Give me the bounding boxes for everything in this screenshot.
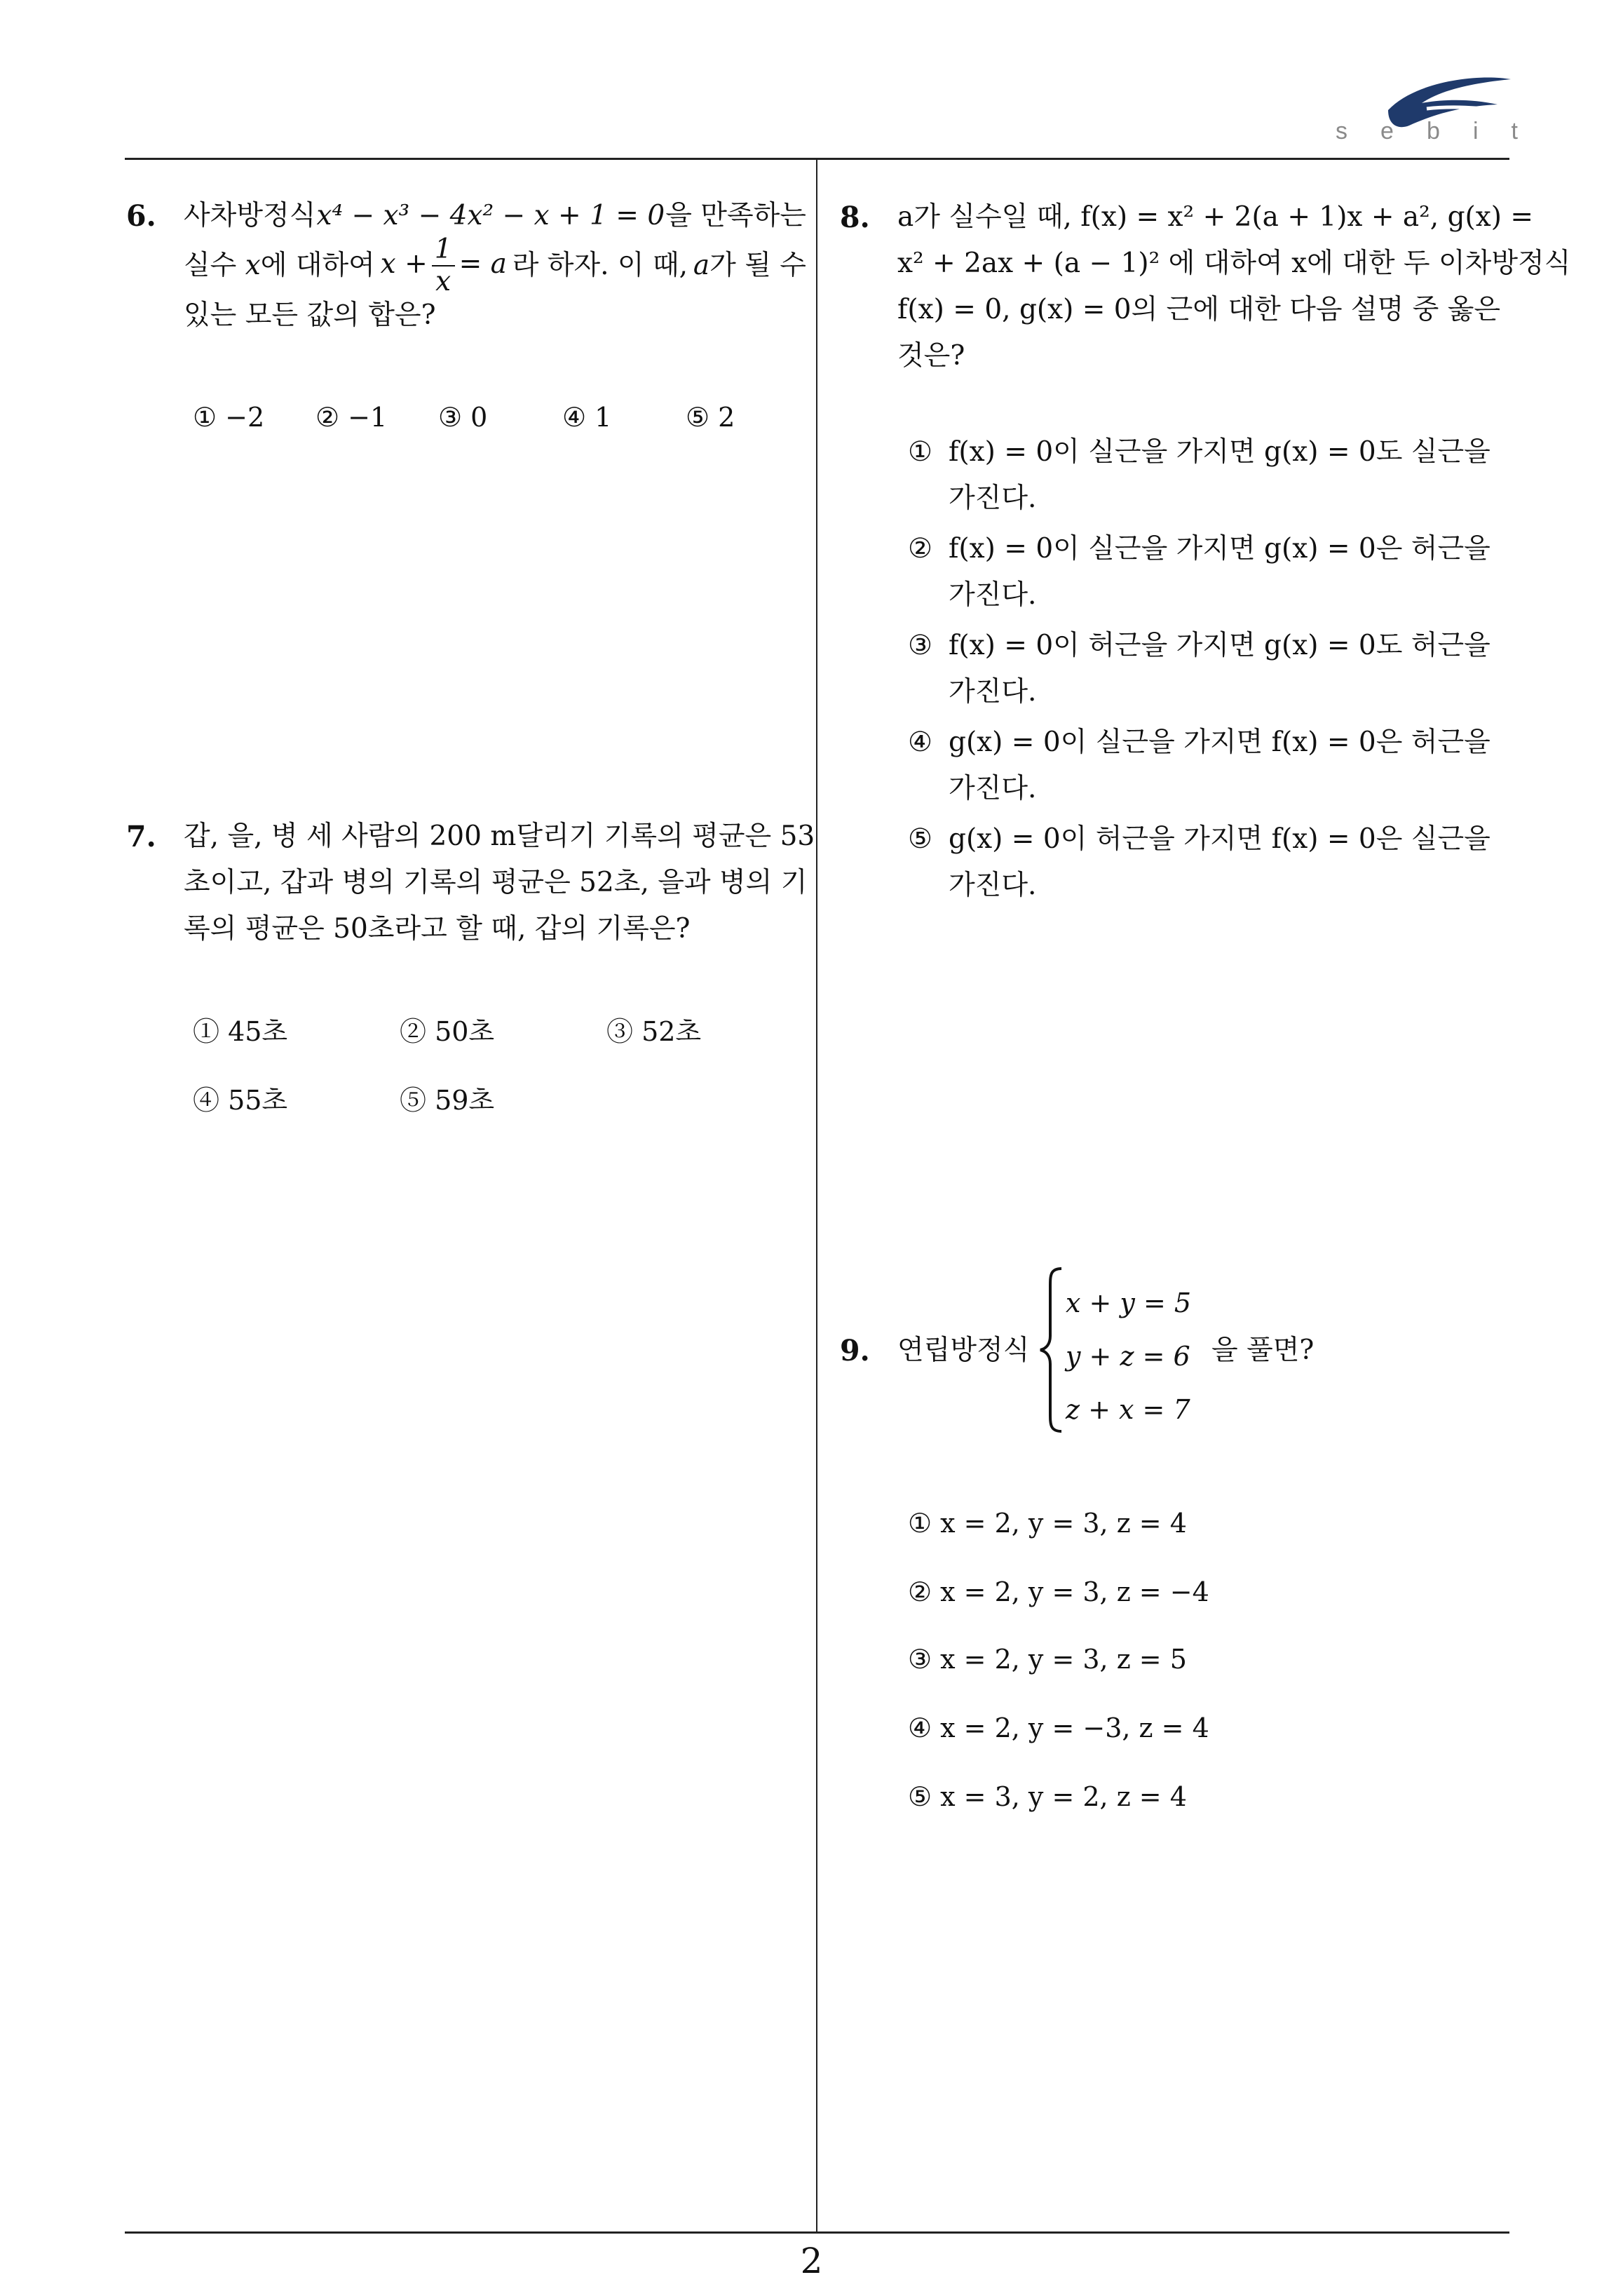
equation: x + y = 5 — [1066, 1288, 1192, 1318]
answer-option[interactable]: ① 45초 — [193, 1016, 288, 1047]
question-7 — [126, 813, 815, 952]
question-text-line: 실수 x에 대하여 x + $\frac{1}{x}$ = a 라 하자. 이 때, a가 될 수 — [184, 234, 806, 297]
question-text-line: 사차방정식 x⁴ − x³ − 4x² − x + 1 = 0 을 만족하는 — [184, 200, 806, 231]
answer-option[interactable]: ④ 55초 — [193, 1085, 288, 1116]
question-6 — [126, 193, 806, 339]
question-9-tail: 을 풀면? — [1211, 1335, 1315, 1366]
answer-option[interactable]: ⑤ g(x) = 0이 허근을 가지면 f(x) = 0은 실근을 가진다. — [908, 823, 1490, 901]
footer-rule — [125, 2231, 1509, 2234]
answer-option[interactable]: ② f(x) = 0이 실근을 가지면 g(x) = 0은 허근을 가진다. — [908, 533, 1490, 611]
answer-option[interactable]: ④ 1 — [562, 402, 612, 433]
answer-option[interactable]: ① x = 2, y = 3, z = 4 — [908, 1508, 1187, 1539]
answer-option[interactable]: ⑤ 59초 — [400, 1085, 495, 1116]
question-text-line: 록의 평균은 50초라고 할 때, 갑의 기록은? — [184, 913, 691, 945]
question-number: 8. — [840, 201, 870, 234]
question-text-line: f(x) = 0, g(x) = 0의 근에 대한 다음 설명 중 옳은 — [897, 294, 1501, 325]
question-text-line: 갑, 을, 병 세 사람의 200 m달리기 기록의 평균은 53 — [184, 821, 815, 852]
answer-option[interactable]: ① f(x) = 0이 실근을 가지면 g(x) = 0도 실근을 가진다. — [908, 436, 1490, 514]
question-text-line: a가 실수일 때, f(x) = x² + 2(a + 1)x + a², g(x) = — [897, 201, 1534, 233]
question-number: 6. — [126, 199, 156, 233]
answer-option[interactable]: ② x = 2, y = 3, z = −4 — [908, 1576, 1209, 1607]
answer-option[interactable]: ⑤ x = 3, y = 2, z = 4 — [908, 1781, 1187, 1812]
answer-option[interactable]: ④ g(x) = 0이 실근을 가지면 f(x) = 0은 허근을 가진다. — [908, 727, 1490, 804]
answer-option[interactable]: ③ x = 2, y = 3, z = 5 — [908, 1644, 1187, 1675]
system-brace — [1038, 1266, 1066, 1434]
answer-option[interactable]: ② −1 — [315, 402, 388, 433]
question-9: 9. 연립방정식 — [840, 1328, 1050, 1374]
column-divider — [816, 159, 817, 2232]
page-number: 2 — [800, 2241, 823, 2281]
answer-option[interactable]: ③ 0 — [438, 402, 488, 433]
answer-option[interactable]: ⑤ 2 — [686, 402, 735, 433]
answer-option[interactable]: ④ x = 2, y = −3, z = 4 — [908, 1713, 1209, 1743]
answer-option[interactable]: ③ 52초 — [606, 1016, 702, 1047]
equation: z + x = 7 — [1066, 1394, 1190, 1425]
answer-option[interactable]: ③ f(x) = 0이 허근을 가지면 g(x) = 0도 허근을 가진다. — [908, 630, 1490, 708]
fraction: $\frac{1}{x}$ — [432, 234, 455, 297]
question-text-line: 것은? — [897, 340, 965, 372]
question-number: 7. — [126, 820, 156, 853]
question-text-line: x² + 2ax + (a − 1)² 에 대하여 x에 대한 두 이차방정식 — [897, 248, 1571, 279]
question-8 — [840, 194, 1571, 379]
answer-option[interactable]: ① −2 — [193, 402, 265, 433]
answer-option[interactable]: ② 50초 — [400, 1016, 495, 1047]
logo-wordmark: s e b i t — [1336, 118, 1518, 144]
equation: y + z = 6 — [1066, 1341, 1190, 1372]
equation-system — [1066, 1276, 1191, 1436]
question-text-line: 있는 모든 값의 합은? — [184, 299, 436, 331]
question-number: 9. — [840, 1334, 870, 1368]
question-text-line: 초이고, 갑과 병의 기록의 평균은 52초, 을과 병의 기 — [184, 867, 808, 898]
